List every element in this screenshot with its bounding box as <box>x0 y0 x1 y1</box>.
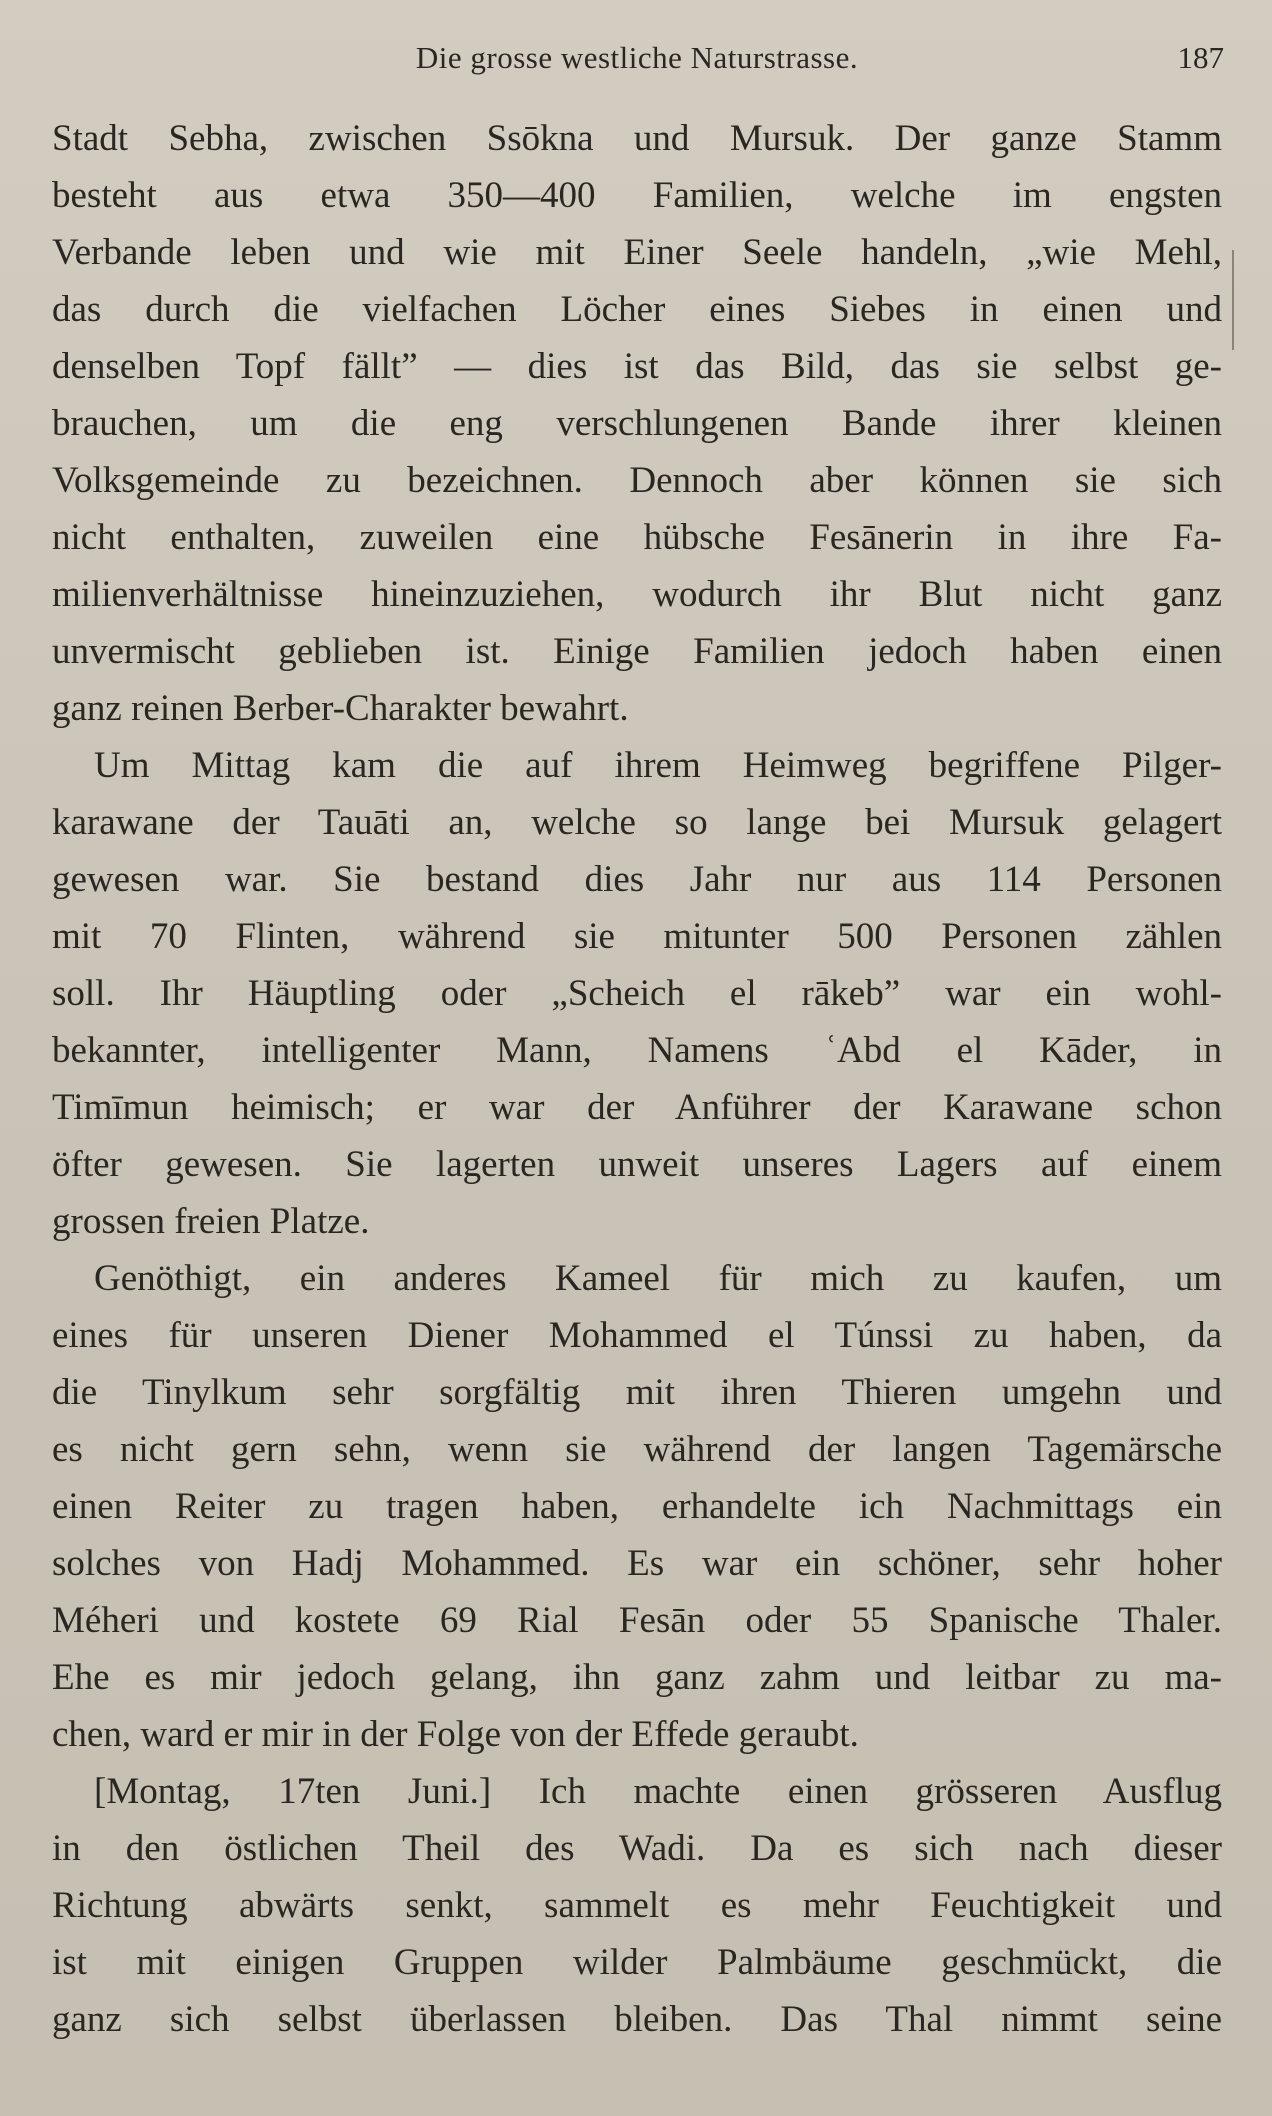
text-line: Um Mittag kam die auf ihrem Heimweg begriffene Pilger- <box>94 745 1222 786</box>
text-line: karawane der Tauāti an, welche so lange bei Mursuk gelagert <box>52 802 1222 843</box>
text-line: [Montag, 17ten Juni.] Ich machte einen grösseren Ausflug <box>94 1771 1222 1812</box>
running-title: Die grosse westliche Naturstrasse. <box>415 40 859 75</box>
text-line: in den östlichen Theil des Wadi. Da es sich nach dieser <box>52 1828 1222 1869</box>
text-line: gewesen war. Sie bestand dies Jahr nur aus 114 Personen <box>52 859 1222 900</box>
text-line: öfter gewesen. Sie lagerten unweit unseres Lagers auf einem <box>52 1144 1222 1185</box>
text-line: besteht aus etwa 350—400 Familien, welche im engsten <box>52 175 1222 216</box>
text-line: Ehe es mir jedoch gelang, ihn ganz zahm und leitbar zu ma- <box>52 1657 1222 1698</box>
text-line: eines für unseren Diener Mohammed el Túnssi zu haben, da <box>52 1315 1222 1356</box>
text-line: unvermischt geblieben ist. Einige Familien jedoch haben einen <box>52 631 1222 672</box>
text-line: Genöthigt, ein anderes Kameel für mich zu kaufen, um <box>94 1258 1222 1299</box>
text-line: Verbande leben und wie mit Einer Seele handeln, „wie Mehl, <box>52 232 1222 273</box>
text-line: soll. Ihr Häuptling oder „Scheich el rākeb” war ein wohl- <box>52 973 1222 1014</box>
text-line: es nicht gern sehn, wenn sie während der langen Tagemärsche <box>52 1429 1222 1470</box>
text-line: einen Reiter zu tragen haben, erhandelte ich Nachmittags ein <box>52 1486 1222 1527</box>
text-line: chen, ward er mir in der Folge von der Effede geraubt. <box>52 1714 859 1755</box>
text-line: Méheri und kostete 69 Rial Fesān oder 55 Spanische Thaler. <box>52 1600 1222 1641</box>
text-line: Volksgemeinde zu bezeichnen. Dennoch aber können sie sich <box>52 460 1222 501</box>
text-line: nicht enthalten, zuweilen eine hübsche Fesānerin in ihre Fa- <box>52 517 1222 558</box>
running-head <box>52 40 1222 80</box>
margin-mark <box>1232 250 1234 350</box>
text-line: brauchen, um die eng verschlungenen Bande ihrer kleinen <box>52 403 1222 444</box>
page-number: 187 <box>1177 40 1224 75</box>
text-line: mit 70 Flinten, während sie mitunter 500 Personen zählen <box>52 916 1222 957</box>
text-line: bekannter, intelligenter Mann, Namens ʿAbd el Kāder, in <box>52 1030 1222 1071</box>
text-line: Richtung abwärts senkt, sammelt es mehr Feuchtigkeit und <box>52 1885 1222 1926</box>
text-line: ist mit einigen Gruppen wilder Palmbäume geschmückt, die <box>52 1942 1222 1983</box>
text-line: ganz reinen Berber-Charakter bewahrt. <box>52 688 629 729</box>
text-line: grossen freien Platze. <box>52 1201 370 1242</box>
text-line: Timīmun heimisch; er war der Anführer der Karawane schon <box>52 1087 1222 1128</box>
text-line: milienverhältnisse hineinzuziehen, wodurch ihr Blut nicht ganz <box>52 574 1222 615</box>
text-line: das durch die vielfachen Löcher eines Siebes in einen und <box>52 289 1222 330</box>
text-line: Stadt Sebha, zwischen Ssōkna und Mursuk. Der ganze Stamm <box>52 118 1222 159</box>
body-text <box>52 110 1222 2048</box>
text-line: denselben Topf fällt” — dies ist das Bild, das sie selbst ge- <box>52 346 1222 387</box>
text-line: die Tinylkum sehr sorgfältig mit ihren Thieren umgehn und <box>52 1372 1222 1413</box>
text-line: solches von Hadj Mohammed. Es war ein schöner, sehr hoher <box>52 1543 1222 1584</box>
text-line: ganz sich selbst überlassen bleiben. Das Thal nimmt seine <box>52 1999 1222 2040</box>
